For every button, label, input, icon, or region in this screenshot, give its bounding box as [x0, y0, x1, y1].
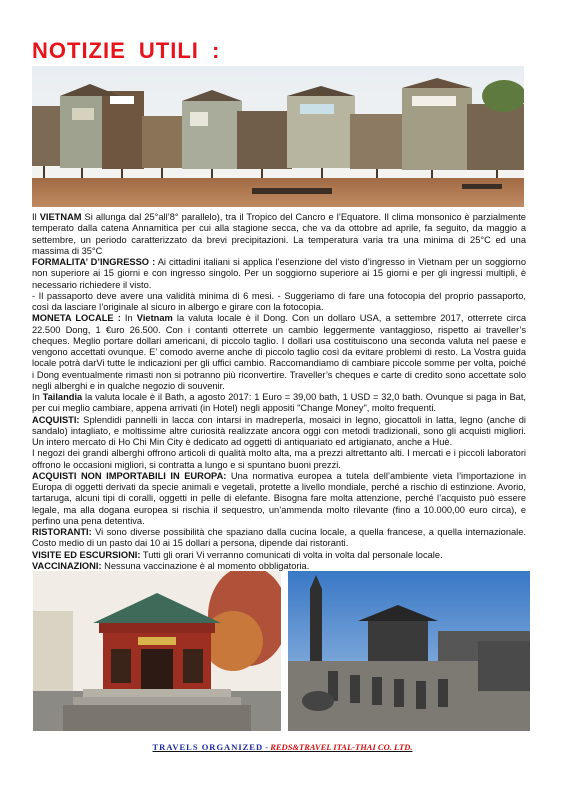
moneta-title: MONETA LOCALE : [32, 313, 121, 324]
formalita-paragraph: FORMALITA’ D’INGRESSO : Ai cittadini italiani si applica l’esenzione del visto d’ingresso in Vietnam per un soggiorno non superiore ai 15 giorni e con ingresso singolo. Per un soggiorno superiore ai 15 giorni e per gli ingressi multipli, è necessario richiedere il visto. [32, 257, 526, 290]
photo-pagoda-gate [33, 571, 281, 731]
page-title: NOTIZIE UTILI : [32, 38, 221, 63]
footer-organizer: TRAVELS ORGANIZED [152, 742, 264, 752]
formalita-title: FORMALITA’ D’INGRESSO : [32, 257, 156, 267]
non-importabili-title: ACQUISTI NON IMPORTABILI IN EUROPA: [32, 470, 227, 481]
footer: TRAVELS ORGANIZED - REDS&TRAVEL ITAL-THAI CO. LTD. [152, 742, 413, 752]
visite-paragraph: VISITE ED ESCURSIONI: Tutti gli orari Vi verranno comunicati di volta in volta dal personale locale. [32, 549, 443, 560]
tailandia-paragraph: In Tailandia la valuta locale è il Bath, a agosto 2017: 1 Euro = 39,00 bath, 1 USD = 32,0 bath. Ovunque si paga in Bat, per cui meglio cambiare, appena arrivati (in Hotel) negli appositi "Change Money", molto frequenti. [32, 392, 526, 414]
vaccinazioni-paragraph: VACCINAZIONI: Nessuna vaccinazione è al momento obbligatoria. [32, 560, 310, 571]
ristoranti-title: RISTORANTI: [32, 527, 92, 537]
intro-paragraph: Il VIETNAM Si allunga dal 25°all’8° parallelo), tra il Tropico del Cancro e l’Equatore. Il clima monsonico è parzialmente temperato dalla catena Annamitica per cui alla stagione secca, che va da ottobre ad aprile, fa seguito, da maggio a settembre, un periodo caratterizzato da brevi precipitazioni. La temperatura varia tra una minima di 25°C ed una massima di 35°C [32, 212, 526, 256]
moneta-paragraph: MONETA LOCALE : In Vietnam la valuta locale è il Dong. Con un dollaro USA, a settembre 2017, otterrete circa 22.500 Dong, 1 €uro 26.500. Con i contanti otterrete un cambio leggermente vantaggioso, rispetto ai traveller’s cheques. Meglio portare dollari americani, di piccolo taglio. I dollari usa costituiscono una seconda valuta nel paese e vengono accettati ovunque. E’ comodo averne anche di piccolo taglio così da evitare problemi di resto. La Vostra guida locale potrà darVi tutte le indicazioni per gli uffici cambio. Raccomandiamo di cambiare piccole somme per volta, poiché i Dong eventualmente rimasti non si potranno più riconvertire. Traveller’s cheques e carte di credito sono accettate solo negli alberghi e in qualche negozio di souvenir. [32, 313, 527, 391]
footer-company: REDS&TRAVEL ITAL-THAI CO. LTD. [270, 742, 413, 752]
photo-imperial-tomb [288, 571, 530, 731]
visite-title: VISITE ED ESCURSIONI: [32, 549, 141, 560]
non-importabili-paragraph: ACQUISTI NON IMPORTABILI IN EUROPA: Una normativa europea a tutela dell’ambiente vieta l’importazione in Europa di oggetti derivati da specie animali e vegetali, protette a livello mondiale, perché a rischio di estinzione. Avorio, tartaruga, alcuni tipi di coralli, oggetti in pelle di elefante. Bisogna fare molta attenzione, perché l’acquisto può essere legale, ma alla dogana europea si rischia il sequestro, un’ammenda molto rilevante (fino a 10.000,00 euro circa), e perfino una pena detentiva. [32, 470, 527, 526]
acquisti-title: ACQUISTI: [32, 414, 80, 425]
negozi-paragraph: I negozi dei grandi alberghi offrono articoli di qualità molto alta, ma a prezzi altrettanto alti. I mercati e i piccoli laboratori offrono le occasioni migliori, si contratta a lungo e si spuntano buoni prezzi. [32, 448, 526, 470]
info-text [32, 212, 526, 572]
country-name: VIETNAM [39, 212, 82, 222]
ristoranti-paragraph: RISTORANTI: Vi sono diverse possibilità che spaziano dalla cucina locale, a quella francese, a quella internazionale. Costo medio di un pasto dai 10 ai 15 dollari a persona, dipende dai ristoranti. [32, 527, 526, 549]
vaccinazioni-title: VACCINAZIONI: [32, 560, 102, 571]
acquisti-paragraph: ACQUISTI: Splendidi pannelli in lacca con intarsi in madreperla, mosaici in legno, giocattoli in latta, legno (anche di sandalo) intagliato, e moltissime altre curiosità realizzate ancora oggi con metodi tradizionali, sono gli acquisti migliori. Un intero mercato di Ho Chi Min City è dedicato ad oggetti di antiquariato ed artigianato, anche a Huè. [32, 414, 526, 447]
passaporto-paragraph: - Il passaporto deve avere una validità minima di 6 mesi. - Suggeriamo di fare una fotocopia del proprio passaporto, così da lasciare l’originale al sicuro in albergo e girare con la fotocopia. [32, 290, 526, 312]
hero-photo-river-houses [32, 66, 524, 207]
